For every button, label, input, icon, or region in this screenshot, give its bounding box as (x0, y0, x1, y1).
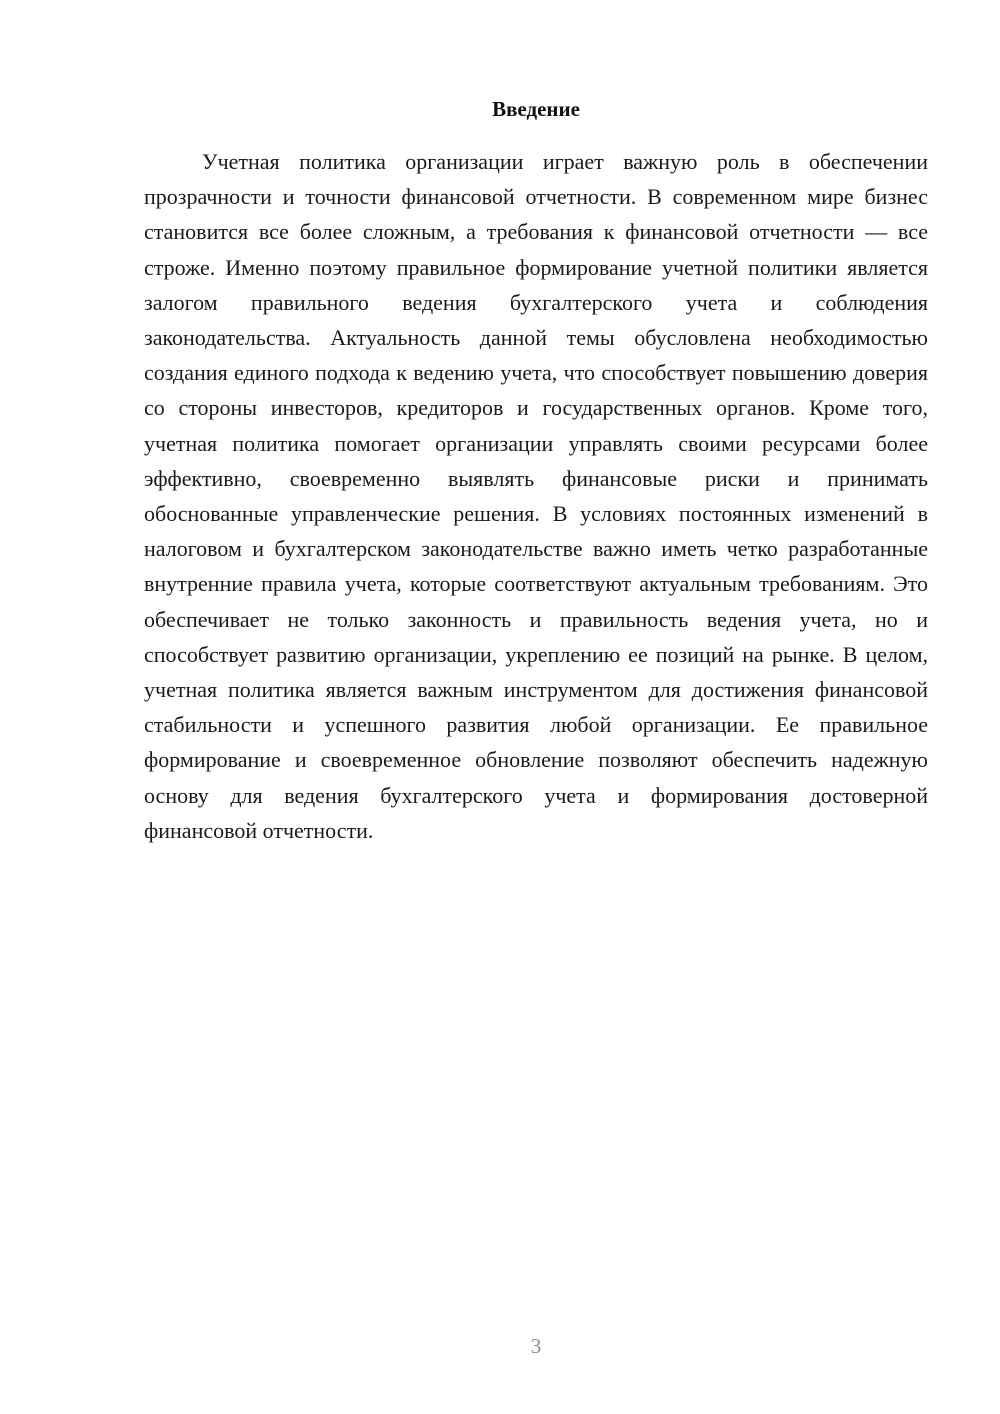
section-heading: Введение (492, 97, 580, 121)
page-number: 3 (530, 1334, 542, 1358)
body-paragraph: Учетная политика организации играет важную роль в обеспечении прозрачности и точности финансовой отчетности. В современном мире бизнес становится все более сложным, а требования к финансовой отчетности — все строже. Именно поэтому правильное формирование учетной политики является залогом правильного ведения бухгалтерского учета и соблюдения законодательства. Актуальность данной темы обусловлена необходимостью создания единого подхода к ведению учета, что способствует повышению доверия со стороны инвесторов, кредиторов и государственных органов. Кроме того, учетная политика помогает организации управлять своими ресурсами более эффективно, своевременно выявлять финансовые риски и принимать обоснованные управленческие решения. В условиях постоянных изменений в налоговом и бухгалтерском законодательстве важно иметь четко разработанные внутренние правила учета, которые соответствуют актуальным требованиям. Это обеспечивает не только законность и правильность ведения учета, но и способствует развитию организации, укреплению ее позиций на рынке. В целом, учетная политика является важным инструментом для достижения финансовой стабильности и успешного развития любой организации. Ее правильное формирование и своевременное обновление позволяют обеспечить надежную основу для ведения бухгалтерского учета и формирования достоверной финансовой отчетности. (144, 149, 928, 843)
